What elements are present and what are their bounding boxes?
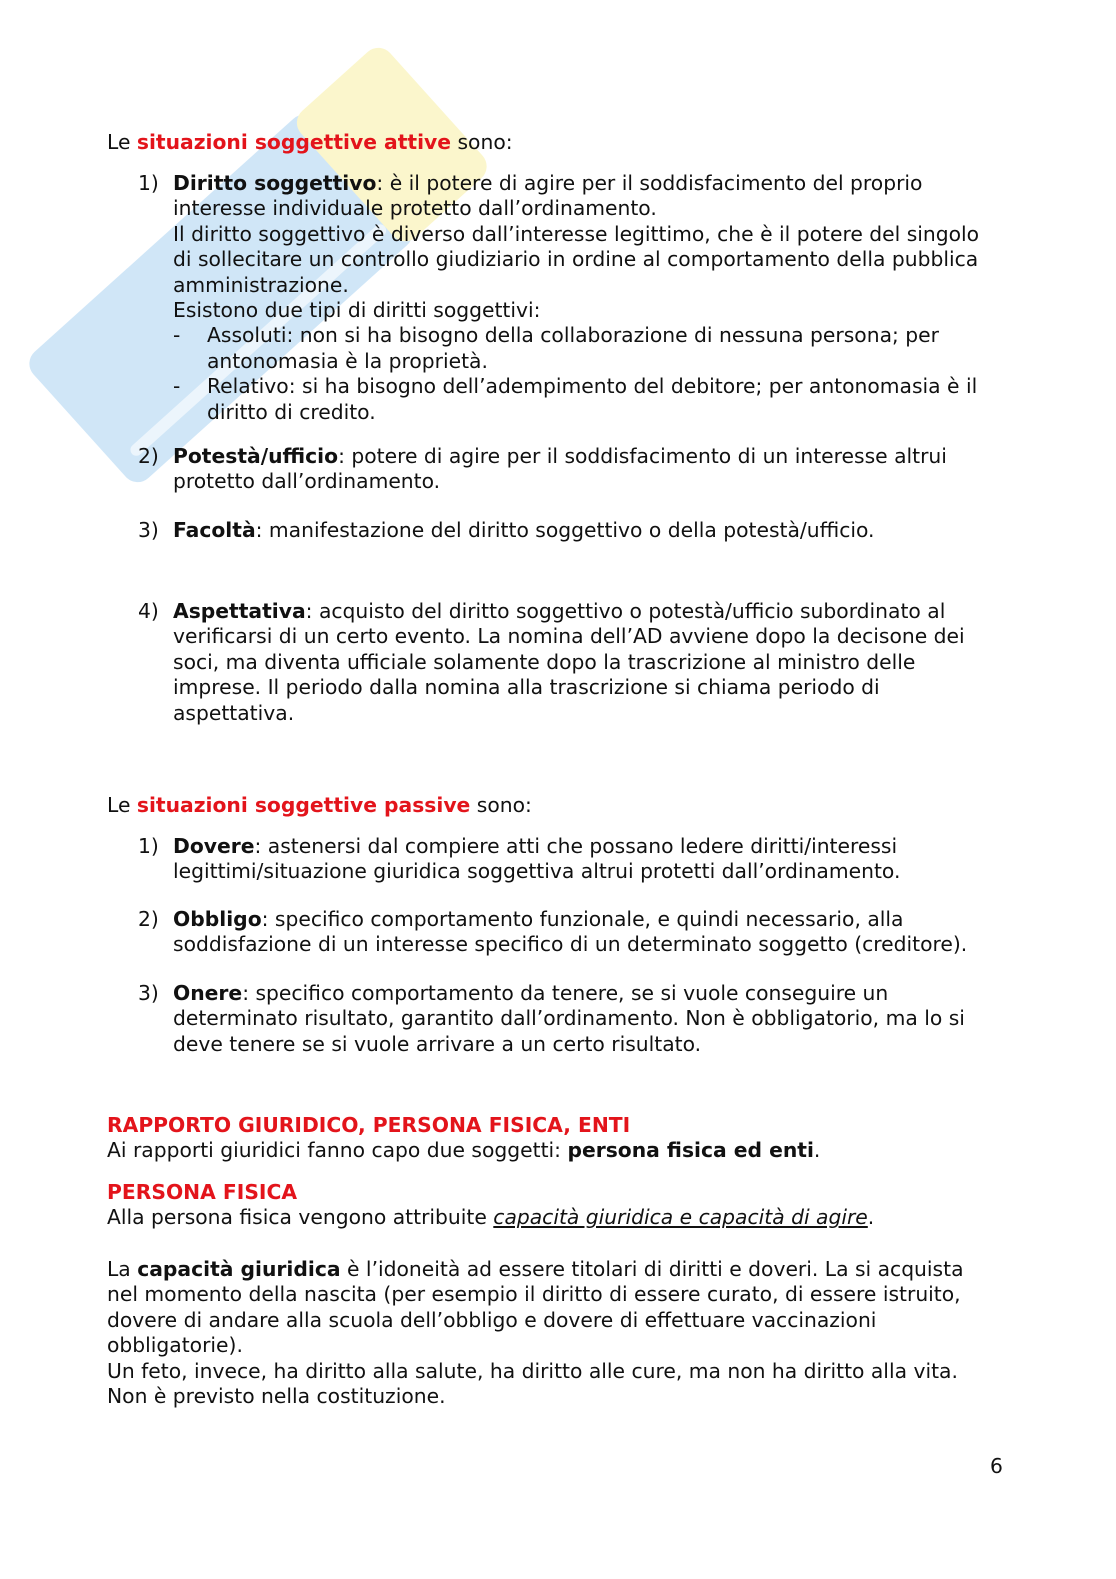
list-number: 1)	[138, 171, 159, 195]
item-paragraph: Il diritto soggettivo è diverso dall’interesse legittimo, che è il potere del singolo di sollecitare un controllo giudiziario in ordine al comportamento della pubblica amministrazione.	[173, 221, 980, 297]
intro-suffix: sono:	[451, 130, 513, 154]
list-item	[138, 444, 995, 495]
sub-list-item	[173, 323, 995, 374]
intro-suffix: sono:	[470, 793, 532, 817]
list-item	[138, 518, 995, 543]
list-number: 3)	[138, 518, 159, 542]
item-text: : è il potere di agire per il soddisfacimento del proprio interesse individuale protetto dall’ordinamento.	[173, 171, 923, 221]
paragraph-text: La	[107, 1257, 138, 1281]
intro-highlight: situazioni soggettive attive	[136, 130, 452, 154]
intro-prefix: Le	[107, 793, 137, 817]
paragraph-text: è l’idoneità ad essere titolari di diritti e doveri. La si acquista nel momento della nascita (per esempio il diritto di essere curato, di essere istruito, dovere di andare alla scuola dell’obbligo e dovere di effettuare vaccinazioni obbligatorie).	[107, 1257, 964, 1358]
item-term: Diritto soggettivo	[173, 171, 377, 195]
list-number: 3)	[138, 981, 159, 1005]
item-definition	[173, 171, 995, 222]
sub-bullet: -	[173, 374, 181, 399]
item-text: : specifico comportamento funzionale, e quindi necessario, alla soddisfazione di un interesse specifico di un determinato soggetto (creditore).	[173, 907, 968, 957]
list-item	[138, 981, 995, 1057]
paragraph-bold: persona fisica ed enti	[567, 1138, 814, 1163]
list-number: 4)	[138, 599, 159, 623]
section-paragraph	[107, 1205, 995, 1230]
item-term: Facoltà	[173, 518, 256, 542]
item-text: : potere di agire per il soddisfacimento di un interesse altrui protetto dall’ordinamento.	[173, 444, 947, 494]
list-number: 2)	[138, 444, 159, 468]
active-situations-intro	[107, 130, 995, 155]
list-item-body	[173, 834, 995, 885]
list-item	[138, 834, 995, 885]
sub-list-item	[173, 374, 995, 425]
list-item	[138, 907, 995, 958]
item-term: Aspettativa	[173, 599, 306, 623]
list-item-body	[173, 981, 995, 1057]
paragraph-text: .	[813, 1138, 821, 1163]
section-paragraph	[107, 1257, 995, 1359]
sub-bullet: -	[173, 323, 181, 348]
section-persona-fisica	[107, 1180, 995, 1231]
list-item-body	[173, 599, 995, 726]
list-item-body	[173, 907, 995, 958]
item-paragraph: Esistono due tipi di diritti soggettivi:	[173, 298, 541, 323]
intro-prefix: Le	[107, 130, 137, 154]
section-capacita-giuridica	[107, 1257, 995, 1409]
list-item-body	[173, 171, 995, 425]
list-item	[138, 171, 995, 425]
section-rapporto-giuridico	[107, 1113, 995, 1164]
page-number: 6	[990, 1454, 1003, 1478]
list-number: 1)	[138, 834, 159, 858]
paragraph-text: Alla persona fisica vengono attribuite	[107, 1205, 494, 1230]
item-term: Dovere	[173, 834, 255, 858]
item-term: Onere	[173, 981, 243, 1005]
list-item-body	[173, 518, 995, 543]
item-term: Obbligo	[173, 907, 262, 931]
list-number: 2)	[138, 907, 159, 931]
intro-highlight: situazioni soggettive passive	[136, 793, 471, 817]
item-text: : acquisto del diritto soggettivo o potestà/ufficio subordinato al verificarsi di un certo evento. La nomina dell’AD avviene dopo la decisone dei soci, ma diventa ufficiale solamente dopo la trascrizione al ministro delle imprese. Il periodo dalla nomina alla trascrizione si chiama periodo di aspettativa.	[173, 599, 965, 725]
sub-item-text: Assoluti: non si ha bisogno della collaborazione di nessuna persona; per antonomasia è la proprietà.	[207, 323, 939, 373]
passive-situations-intro	[107, 793, 995, 818]
item-term: Potestà/ufficio	[173, 444, 339, 468]
paragraph-text: .	[867, 1205, 875, 1230]
section-paragraph	[107, 1138, 995, 1163]
paragraph-bold: capacità giuridica	[137, 1257, 341, 1281]
sub-item-text: Relativo: si ha bisogno dell’adempimento del debitore; per antonomasia è il diritto di credito.	[207, 374, 978, 424]
section-heading: RAPPORTO GIURIDICO, PERSONA FISICA, ENTI	[107, 1113, 631, 1137]
list-item	[138, 599, 995, 726]
list-item-body	[173, 444, 995, 495]
section-paragraph: Un feto, invece, ha diritto alla salute, ha diritto alle cure, ma non ha diritto alla vita. Non è previsto nella costituzione.	[107, 1358, 958, 1409]
section-heading: PERSONA FISICA	[107, 1180, 298, 1204]
item-text: : specifico comportamento da tenere, se si vuole conseguire un determinato risultato, garantito dall’ordinamento. Non è obbligatorio, ma lo si deve tenere se si vuole arrivare a un certo risultato.	[173, 981, 965, 1056]
paragraph-text: Ai rapporti giuridici fanno capo due soggetti:	[107, 1138, 568, 1163]
item-text: : manifestazione del diritto soggettivo o della potestà/ufficio.	[255, 518, 875, 542]
item-text: : astenersi dal compiere atti che possano ledere diritti/interessi legittimi/situazione giuridica soggettiva altrui protetti dall’ordinamento.	[173, 834, 901, 884]
paragraph-emphasis: capacità giuridica e capacità di agire	[493, 1205, 868, 1230]
